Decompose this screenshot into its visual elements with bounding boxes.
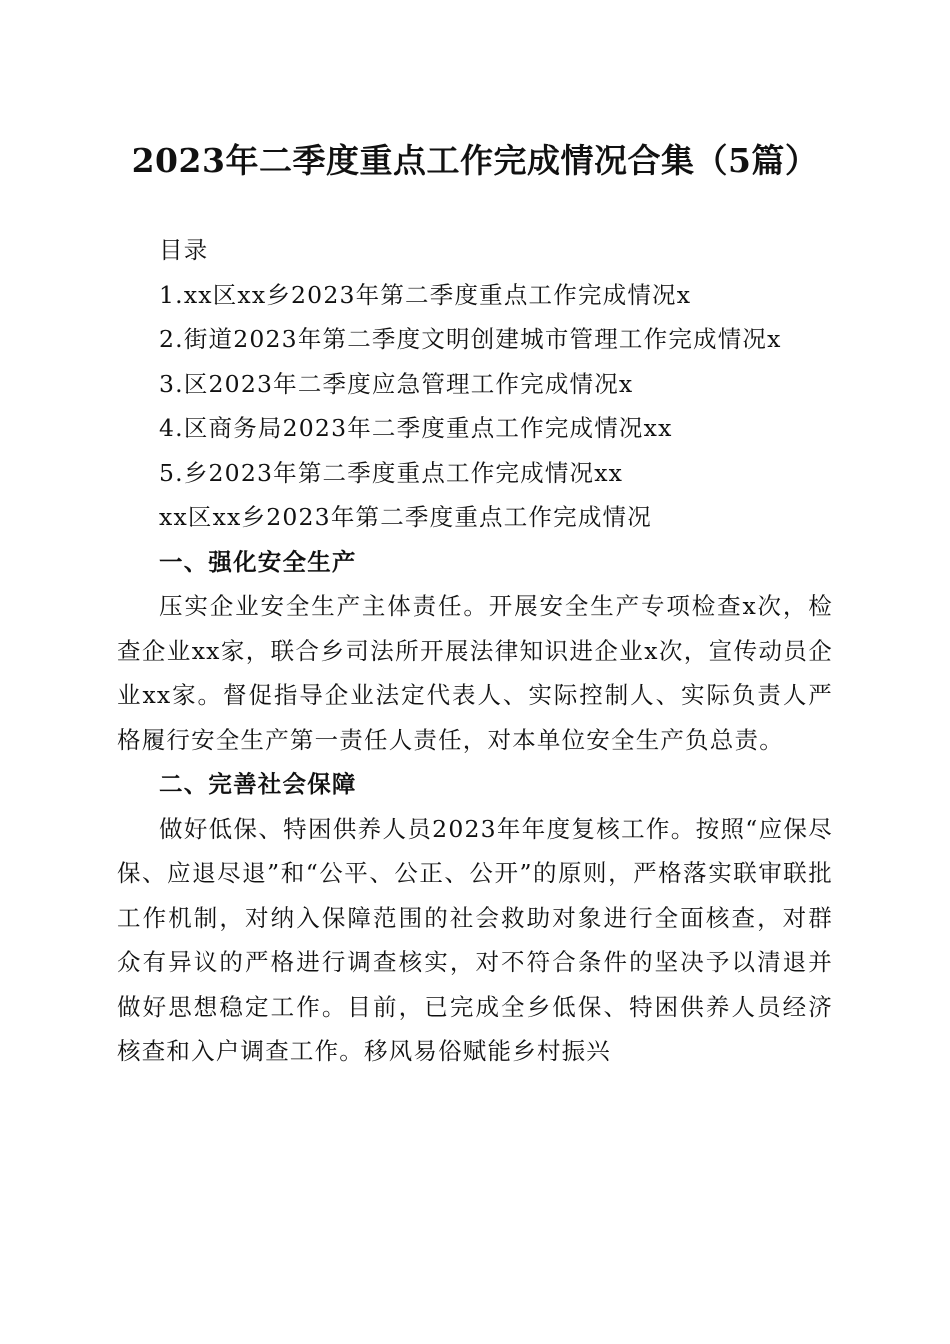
toc-label: 目录 — [159, 236, 209, 264]
section-paragraph: 做好低保、特困供养人员2023年年度复核工作。按照“应保尽保、应退尽退”和“公平、公正、公开”的原则，严格落实联审联批工作机制，对纳入保障范围的社会救助对象进行全面核查，对群众有异议的严格进行调查核实，对不符合条件的坚决予以清退并做好思想稳定工作。目前，已完成全乡低保、特困供养人员经济核查和入户调查工作。移风易俗赋能乡村振兴 — [117, 814, 833, 1065]
article-title: xx区xx乡2023年第二季度重点工作完成情况 — [159, 503, 652, 531]
document-body — [117, 228, 833, 1074]
section-heading: 二、完善社会保障 — [159, 770, 357, 798]
toc-item: 1.xx区xx乡2023年第二季度重点工作完成情况x — [159, 280, 692, 309]
toc-item: 3.区2023年二季度应急管理工作完成情况x — [159, 369, 634, 398]
toc-item: 5.乡2023年第二季度重点工作完成情况xx — [159, 458, 624, 487]
toc-item: 2.街道2023年第二季度文明创建城市管理工作完成情况x — [159, 325, 782, 353]
section-heading: 一、强化安全生产 — [159, 547, 357, 576]
toc-item: 4.区商务局2023年二季度重点工作完成情况xx — [159, 414, 673, 442]
document-title: 2023年二季度重点工作完成情况合集（5篇） — [131, 141, 819, 180]
section-paragraph: 压实企业安全生产主体责任。开展安全生产专项检查x次，检查企业xx家，联合乡司法所开展法律知识进企业x次，宣传动员企业xx家。督促指导企业法定代表人、实际控制人、实际负责人严格履行安全生产第一责任人责任，对本单位安全生产负总责。 — [117, 592, 833, 754]
